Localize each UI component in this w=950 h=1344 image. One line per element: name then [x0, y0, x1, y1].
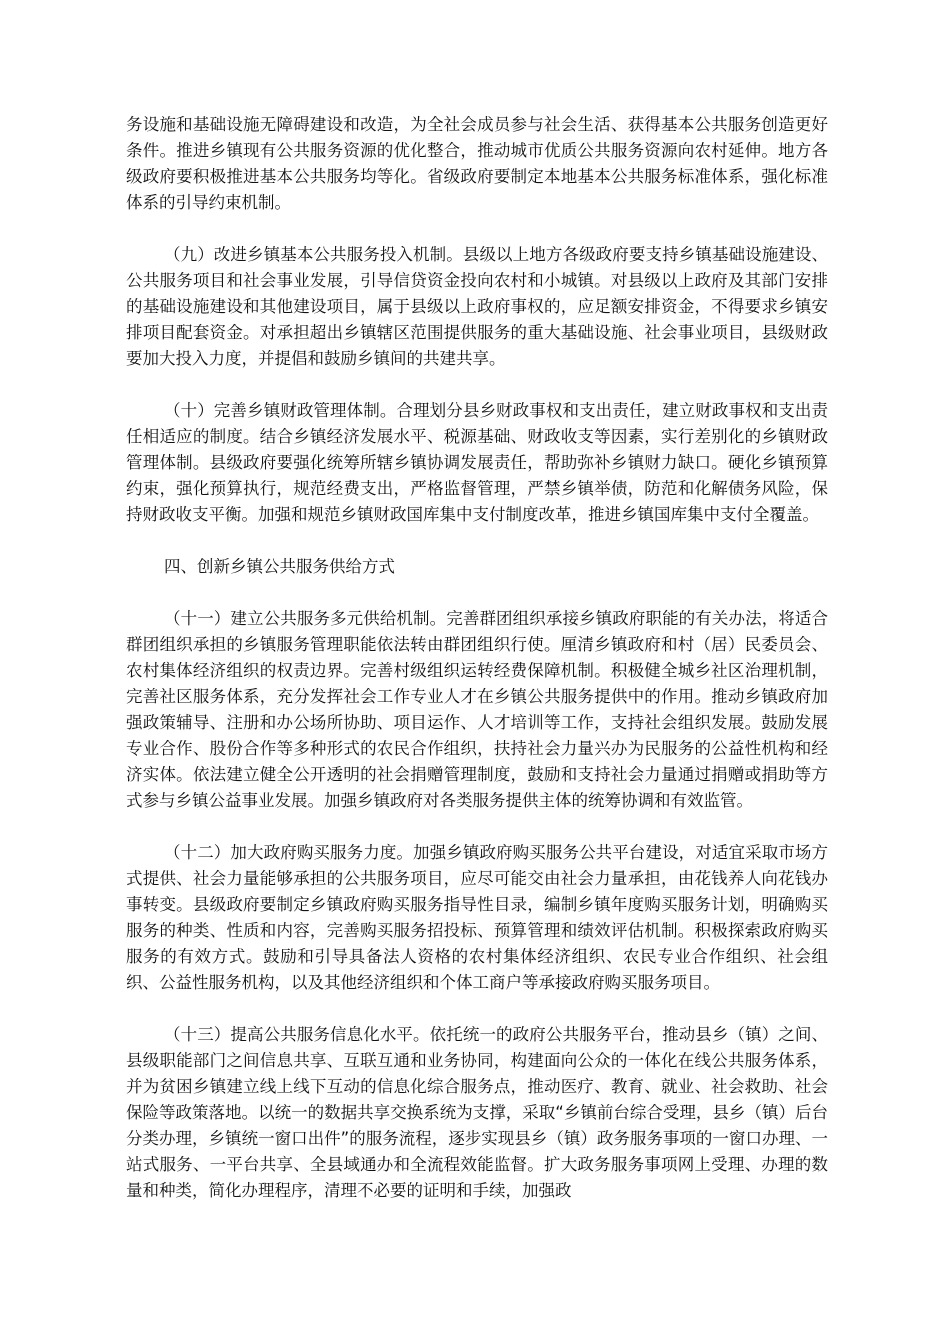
- paragraph-section-10: （十）完善乡镇财政管理体制。合理划分县乡财政事权和支出责任，建立财政事权和支出责任相适应的制度。结合乡镇经济发展水平、税源基础、财政收支等因素，实行差别化的乡镇财政管理体制。县级政府要强化统筹所辖乡镇协调发展责任，帮助弥补乡镇财力缺口。硬化乡镇预算约束，强化预算执行，规范经费支出，严格监督管理，严禁乡镇举债，防范和化解债务风险，保持财政收支平衡。加强和规范乡镇财政国库集中支付制度改革，推进乡镇国库集中支付全覆盖。: [126, 401, 828, 524]
- paragraph-section-12: （十二）加大政府购买服务力度。加强乡镇政府购买服务公共平台建设，对适宜采取市场方式提供、社会力量能够承担的公共服务项目，应尽可能交由社会力量承担，由花钱养人向花钱办事转变。县级政府要制定乡镇政府购买服务指导性目录，编制乡镇年度购买服务计划，明确购买服务的种类、性质和内容，完善购买服务招投标、预算管理和绩效评估机制。积极探索政府购买服务的有效方式。鼓励和引导具备法人资格的农村集体经济组织、农民专业合作组织、社会组织、公益性服务机构，以及其他经济组织和个体工商户等承接政府购买服务项目。: [126, 843, 828, 992]
- paragraph-continuation: 务设施和基础设施无障碍建设和改造，为全社会成员参与社会生活、获得基本公共服务创造更好条件。推进乡镇现有公共服务资源的优化整合，推动城市优质公共服务资源向农村延伸。地方各级政府要积极推进基本公共服务均等化。省级政府要制定本地基本公共服务标准体系，强化标准体系的引导约束机制。: [126, 115, 828, 212]
- paragraph-section-11: （十一）建立公共服务多元供给机制。完善群团组织承接乡镇政府职能的有关办法，将适合群团组织承担的乡镇服务管理职能依法转由群团组织行使。厘清乡镇政府和村（居）民委员会、农村集体经济组织的权责边界。完善村级组织运转经费保障机制。积极健全城乡社区治理机制，完善社区服务体系，充分发挥社会工作专业人才在乡镇公共服务提供中的作用。推动乡镇政府加强政策辅导、注册和办公场所协助、项目运作、人才培训等工作，支持社会组织发展。鼓励发展专业合作、股份合作等多种形式的农民合作组织，扶持社会力量兴办为民服务的公益性机构和经济实体。依法建立健全公开透明的社会捐赠管理制度，鼓励和支持社会力量通过捐赠或捐助等方式参与乡镇公益事业发展。加强乡镇政府对各类服务提供主体的统筹协调和有效监管。: [126, 609, 828, 810]
- paragraph-section-9: （九）改进乡镇基本公共服务投入机制。县级以上地方各级政府要支持乡镇基础设施建设、公共服务项目和社会事业发展，引导信贷资金投向农村和小城镇。对县级以上政府及其部门安排的基础设施建设和其他建设项目，属于县级以上政府事权的，应足额安排资金，不得要求乡镇安排项目配套资金。对承担超出乡镇辖区范围提供服务的重大基础设施、社会事业项目，县级财政要加大投入力度，并提倡和鼓励乡镇间的共建共享。: [126, 245, 828, 368]
- section-heading-4: 四、创新乡镇公共服务供给方式: [164, 557, 395, 576]
- paragraph-section-13: （十三）提高公共服务信息化水平。依托统一的政府公共服务平台，推动县乡（镇）之间、县级职能部门之间信息共享、互联互通和业务协同，构建面向公众的一体化在线公共服务体系，并为贫困乡镇建立线上线下互动的信息化综合服务点，推动医疗、教育、就业、社会救助、社会保险等政策落地。以统一的数据共享交换系统为支撑，采取“乡镇前台综合受理，县乡（镇）后台分类办理，乡镇统一窗口出件”的服务流程，逐步实现县乡（镇）政务服务事项的一窗口办理、一站式服务、一平台共享、全县域通办和全流程效能监督。扩大政务服务事项网上受理、办理的数量和种类，简化办理程序，清理不必要的证明和手续，加强政: [126, 1025, 828, 1200]
